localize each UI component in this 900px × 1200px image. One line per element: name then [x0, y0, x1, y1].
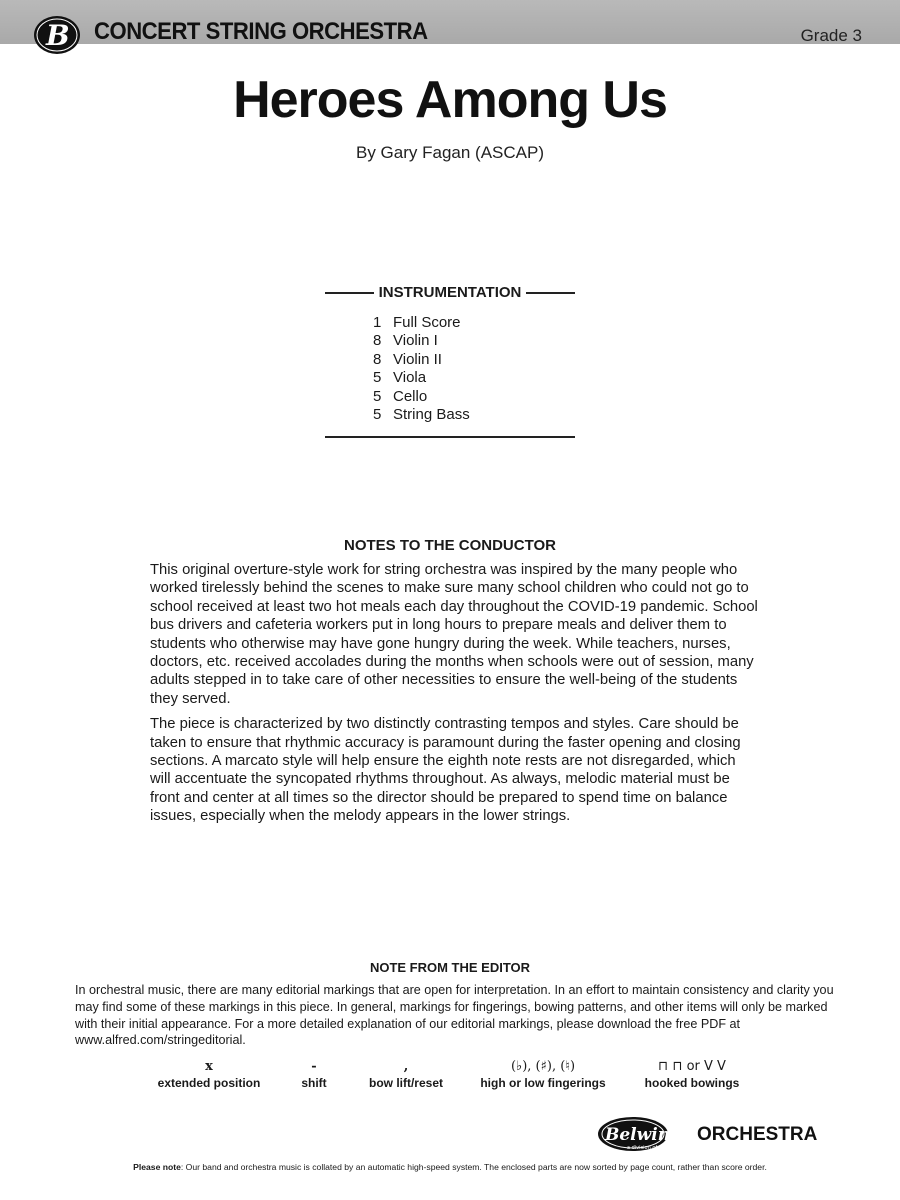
notes-body: [150, 561, 760, 833]
editor-heading: NOTE FROM THE EDITOR: [369, 960, 531, 975]
marking-symbol: x: [205, 1059, 213, 1074]
series-title: CONCERT STRING ORCHESTRA: [94, 18, 428, 45]
instrument-item: [373, 406, 470, 424]
marking-symbol: (♭), (♯), (♮): [510, 1059, 576, 1074]
instrumentation-title: INSTRUMENTATION: [378, 284, 522, 301]
instrument-name: Viola: [393, 369, 427, 387]
instrument-qty: 8: [373, 332, 382, 350]
svg-text:a division of Alfred: a division of Alfred: [627, 1145, 674, 1151]
editor-body: In orchestral music, there are many editorial markings that are open for interpretation. In an effort to maintain consistency and clarity you may find some of these markings in this piece. In general, markings for fingerings, bowing patterns, and other items will only be marked with their initial appearance. For a more detailed explanation of our editorial markings, please download the free PDF at www.alfred.com/stringeditorial.: [75, 983, 834, 1048]
instrument-name: String Bass: [393, 406, 470, 424]
instrument-item: [373, 388, 470, 406]
instrumentation-list: [373, 314, 470, 424]
belwin-orchestra-logo-icon: [597, 1115, 827, 1155]
marking-high-low-fingerings: [478, 1058, 608, 1090]
marking-label: high or low fingerings: [480, 1076, 606, 1090]
grade-label: Grade 3: [800, 26, 862, 45]
heading-rule-left: [325, 292, 374, 294]
instrument-name: Violin II: [393, 350, 442, 368]
footer-label: Please note: [133, 1162, 181, 1172]
notes-paragraph: The piece is characterized by two distinctly contrasting tempos and styles. Care should be taken to ensure that rhythmic accuracy is paramount during the faster opening and closing sections. A marcato style will help ensure the eighth note rests are not disregarded, which will accentuate the syncopated rhythms throughout. As always, melodic material must be front and center at all times so the director should be prepared to spend time on balance issues, especially when the melody appears in the lower strings.: [150, 716, 741, 825]
instrument-qty: 8: [373, 350, 382, 368]
svg-text:Belwin: Belwin: [605, 1125, 671, 1145]
marking-shift: [290, 1058, 338, 1090]
piece-title: Heroes Among Us: [233, 71, 667, 129]
instrument-qty: 5: [373, 406, 382, 424]
marking-label: extended position: [157, 1076, 261, 1090]
marking-label: shift: [301, 1076, 327, 1090]
heading-rule-right: [526, 292, 575, 294]
marking-bow-lift: [360, 1058, 452, 1090]
marking-label: bow lift/reset: [368, 1076, 443, 1090]
notes-heading: NOTES TO THE CONDUCTOR: [344, 537, 556, 554]
marking-symbol: -: [311, 1059, 317, 1074]
instrument-qty: 5: [373, 387, 382, 405]
instrument-qty: 5: [373, 369, 382, 387]
svg-text:ORCHESTRA: ORCHESTRA: [697, 1124, 818, 1145]
svg-text:B: B: [46, 19, 70, 52]
composer-credit: By Gary Fagan (ASCAP): [355, 143, 544, 162]
footer-note: [0, 1162, 900, 1172]
instrument-item: [373, 314, 470, 332]
notes-paragraph: This original overture-style work for string orchestra was inspired by the many people who worked tirelessly behind the scenes to make sure many school children who could not go to school received at least two hot meals each day throughout the COVID-19 pandemic. School bus drivers and cafeteria workers put in long hours to prepare meals and deliver them to students who otherwise may have gone hungry during the week. While teachers, nurses, doctors, etc. received accolades during the months when schools were out of session, many adults stepped in to take care of other necessities to ensure the well-being of the students they served.: [150, 562, 758, 707]
footer-text: : Our band and orchestra music is collated by an automatic high-speed system. The enclosed parts are now sorted by page count, rather than score order.: [180, 1162, 767, 1172]
editorial-markings-legend: [0, 1058, 900, 1094]
instrument-name: Full Score: [393, 314, 461, 331]
instrumentation-bottom-rule: [325, 436, 575, 438]
marking-extended-position: [150, 1058, 268, 1090]
marking-symbol: ⊓ ⊓ or V V: [658, 1059, 726, 1074]
instrument-item: [373, 369, 470, 387]
instrument-qty: 1: [373, 314, 382, 331]
instrument-name: Cello: [393, 387, 428, 405]
marking-symbol: ,: [403, 1059, 409, 1074]
marking-label: hooked bowings: [644, 1076, 740, 1090]
instrument-name: Violin I: [393, 332, 438, 350]
marking-hooked-bowings: [636, 1058, 748, 1090]
instrument-item: [373, 351, 470, 369]
instrumentation-heading: [325, 284, 575, 301]
belwin-b-logo-icon: [33, 14, 83, 56]
instrument-item: [373, 332, 470, 350]
